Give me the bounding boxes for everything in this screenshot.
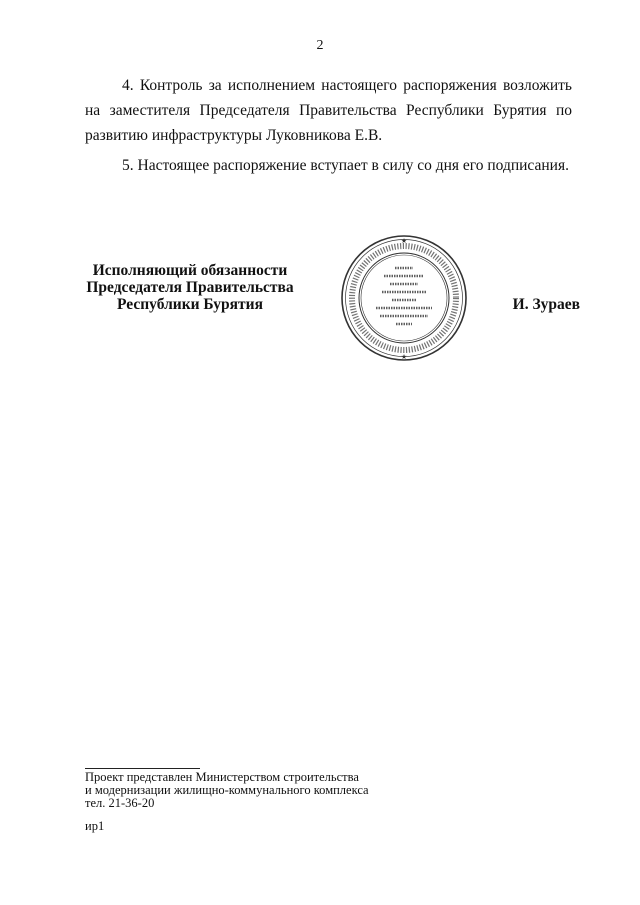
footnote-line: и модернизации жилищно-коммунального комплекса [85,783,369,797]
footnote [85,771,485,833]
signatory-position-line: Исполняющий обязанности [92,262,288,279]
official-seal-stamp [340,234,468,362]
page-number: 2 [316,38,324,53]
svg-text:★: ★ [400,353,408,361]
footnote-divider [85,768,200,769]
footnote-line: Проект представлен Министерством строительства [85,770,359,784]
footnote-line: тел. 21-36-20 [85,796,155,810]
signatory-position-line: Республики Бурятия [117,296,263,313]
document-reference-code: ир1 [85,819,105,833]
paragraph-4: 4. Контроль за исполнением настоящего распоряжения возложить на заместителя Председателя Правительства Республики Бурятия по развитию инфраструктуры Луковникова Е.В. [85,77,572,144]
signatory-position-line: Председателя Правительства [86,279,294,296]
svg-text:★: ★ [400,237,408,245]
signer-name: И. Зураев [512,296,580,313]
signatory-position [75,262,305,313]
paragraph-5: 5. Настоящее распоряжение вступает в силу со дня его подписания. [122,157,569,174]
seal-icon [340,234,468,362]
